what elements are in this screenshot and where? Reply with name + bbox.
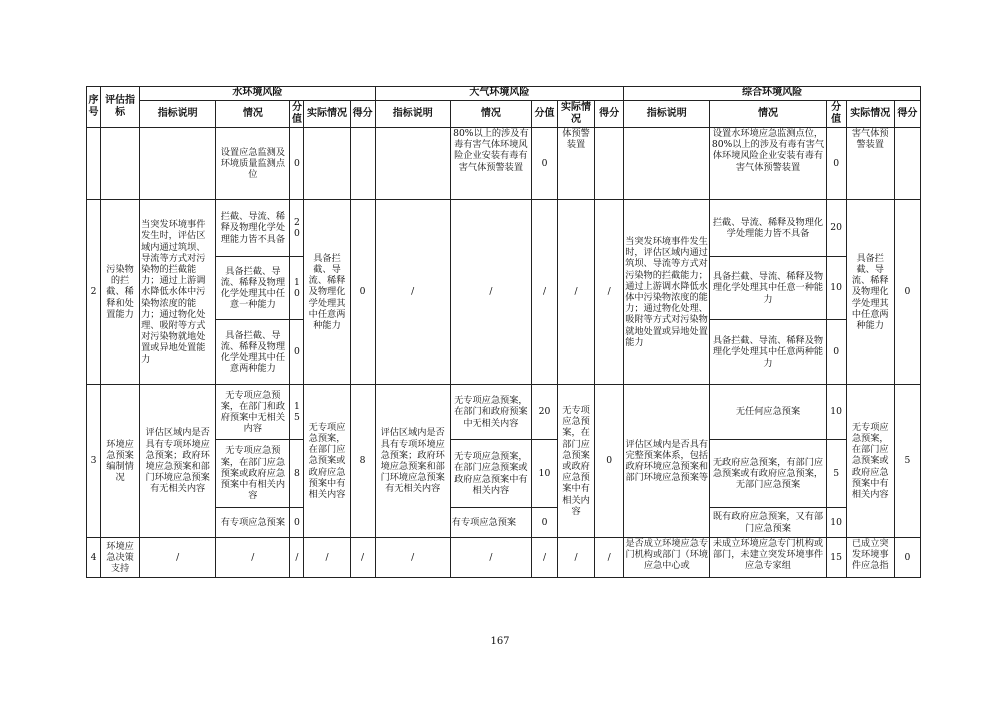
header-combined-score-value: 分值: [826, 101, 846, 128]
header-air-desc: 指标说明: [375, 101, 450, 128]
row4-air-value: /: [531, 538, 557, 578]
row2-air-desc: /: [375, 200, 450, 385]
row3-combined-situation-3: 既有政府应急预案，又有部门应急预案: [710, 508, 826, 538]
row4-water-value: /: [290, 538, 304, 578]
row4-indicator: 环境应急决策支持: [101, 538, 140, 578]
page-number: 167: [490, 636, 510, 647]
row4-water-score: /: [350, 538, 375, 578]
header-water-situation: 情况: [216, 101, 290, 128]
row2-water-value-3: 0: [290, 320, 304, 385]
row3-indicator: 环境应急预案编制情况: [101, 385, 140, 538]
row3-combined-value-2: 5: [826, 440, 846, 508]
row3-water-situation-3: 有专项应急预案: [216, 508, 290, 538]
row2-air-score: /: [595, 200, 624, 385]
header-water-desc: 指标说明: [140, 101, 216, 128]
row2-water-situation-3: 具备拦截、导流、稀释及物理化学处理其中任意两种能力: [216, 320, 290, 385]
row3-air-value-3: 0: [531, 508, 557, 538]
row2-water-score: 0: [350, 200, 375, 385]
row4-combined-actual: 已成立突发环境事件应急指: [846, 538, 894, 578]
row2-combined-value-1: 20: [826, 200, 846, 257]
row2-water-situation-2: 具备拦截、导流、稀释及物理化学处理其中任意一种能力: [216, 257, 290, 320]
row4-water-desc: /: [140, 538, 216, 578]
row3-air-situation-3: 有专项应急预案: [450, 508, 531, 538]
row2-water-value-2: 10: [290, 257, 304, 320]
header-combined-actual: 实际情况: [846, 101, 894, 128]
row4-air-actual: /: [558, 538, 595, 578]
header-air-risk: 大气环境风险: [375, 87, 624, 101]
row2-water-desc: 当突发环境事件发生时，评估区域内通过筑坝、导流等方式对污染物的拦截能力；通过上游调水降低水体中污染物浓度的能力；通过物化处理、吸附等方式对污染物就地处置或异地处置能力: [140, 200, 216, 385]
header-combined-score: 得分: [894, 101, 920, 128]
row2-water-situation-1: 拦截、导流、稀释及物理化学处理能力皆不具备: [216, 200, 290, 257]
header-water-risk: 水环境风险: [140, 87, 376, 101]
row2-air-situation: /: [450, 200, 531, 385]
row4-water-situation: /: [216, 538, 290, 578]
row3-air-actual: 无专项应急预案，在部门应急预案或政府应急预案中有相关内容: [558, 385, 595, 538]
header-row-columns: [87, 101, 921, 128]
row3-water-situation-2: 无专项应急预案，在部门应急预案或政府应急预案中有相关内容: [216, 440, 290, 508]
row2-combined-value-3: 0: [826, 320, 846, 385]
header-indicator: 评估指标: [101, 87, 140, 128]
table-row-2: [87, 200, 921, 257]
header-water-actual: 实际情况: [304, 101, 350, 128]
row3-water-desc: 评估区域内是否具有专项环境应急预案；政府环境应急预案和部门环境应急预案有无相关内容: [140, 385, 216, 538]
row2-combined-score: 0: [894, 200, 920, 385]
row4-combined-desc: 是否成立环境应急专门机构或部门（环境应急中心或: [624, 538, 710, 578]
row3-combined-value-1: 10: [826, 385, 846, 440]
row3-combined-score: 5: [894, 385, 920, 538]
row3-air-situation-2: 无专项应急预案，在部门应急预案或政府应急预案中有相关内容: [450, 440, 531, 508]
row3-air-desc: 评估区域内是否具有专项环境应急预案；政府环境应急预案和部门环境应急预案有无相关内容: [375, 385, 450, 538]
row3-combined-actual: 无专项应急预案，在部门应急预案或政府应急预案中有相关内容: [846, 385, 894, 538]
row2-combined-situation-3: 具备拦截、导流、稀释及物理化学处理其中任意两种能力: [710, 320, 826, 385]
header-combined-risk: 综合环境风险: [624, 87, 921, 101]
row3-air-value-2: 10: [531, 440, 557, 508]
row1-combined-situation: 设置水环境应急监测点位，80%以上的涉及有毒有害气体环境风险企业安装有毒有害气体预警装置: [710, 128, 826, 200]
row1-air-value: 0: [531, 128, 557, 200]
row3-seq: 3: [87, 385, 101, 538]
header-air-score-value: 分值: [531, 101, 557, 128]
row2-water-value-1: 20: [290, 200, 304, 257]
row3-combined-desc: 评估区域内是否具有完整预案体系，包括政府环境应急预案和部门环境应急预案等: [624, 385, 710, 538]
row1-combined-actual: 害气体预警装置: [846, 128, 894, 200]
row2-combined-actual: 具备拦截、导流、稀释及物理化学处理其中任意两种能力: [846, 200, 894, 385]
row2-combined-desc: 当突发环境事件发生时，评估区域内通过筑坝、导流等方式对污染物的拦截能力；通过上游调水降低水体中污染物浓度的能力；通过物化处理、吸附等方式对污染物就地处置或异地处置能力: [624, 200, 710, 385]
row3-air-score: 0: [595, 385, 624, 538]
header-air-score: 得分: [595, 101, 624, 128]
row3-air-situation-1: 无专项应急预案，在部门和政府预案中无相关内容: [450, 385, 531, 440]
row4-combined-value: 15: [826, 538, 846, 578]
row3-combined-situation-1: 无任何应急预案: [710, 385, 826, 440]
row3-combined-situation-2: 无政府应急预案，有部门应急预案或有政府应急预案，无部门应急预案: [710, 440, 826, 508]
row1-water-situation: 设置应急监测及环境质量监测点位: [216, 128, 290, 200]
header-air-actual: 实际情况: [558, 101, 595, 128]
header-air-situation: 情况: [450, 101, 531, 128]
row1-air-situation: 80%以上的涉及有毒有害气体环境风险企业安装有毒有害气体预警装置: [450, 128, 531, 200]
row1-combined-value: 0: [826, 128, 846, 200]
table-row-1: [87, 128, 921, 200]
row3-water-situation-1: 无专项应急预案，在部门和政府预案中无相关内容: [216, 385, 290, 440]
row2-combined-situation-1: 拦截、导流、稀释及物理化学处理能力皆不具备: [710, 200, 826, 257]
header-row-group: [87, 87, 921, 101]
row2-water-actual: 具备拦截、导流、稀释及物理化学处理其中任意两种能力: [304, 200, 350, 385]
row3-water-actual: 无专项应急预案，在部门应急预案或政府应急预案中有相关内容: [304, 385, 350, 538]
row3-water-value-1: 15: [290, 385, 304, 440]
row4-seq: 4: [87, 538, 101, 578]
table-row-4: [87, 538, 921, 578]
row1-air-actual: 体预警装置: [558, 128, 595, 200]
table-row-3: [87, 385, 921, 440]
header-water-score: 得分: [350, 101, 375, 128]
row3-air-value-1: 20: [531, 385, 557, 440]
row2-seq: 2: [87, 200, 101, 385]
row4-air-desc: /: [375, 538, 450, 578]
header-water-score-value: 分值: [290, 101, 304, 128]
row2-indicator: 污染物的拦截、稀释和处置能力: [101, 200, 140, 385]
row3-combined-value-3: 10: [826, 508, 846, 538]
row2-combined-situation-2: 具备拦截、导流、稀释及物理化学处理其中任意一种能力: [710, 257, 826, 320]
header-seq: 序号: [87, 87, 101, 128]
row3-water-value-2: 8: [290, 440, 304, 508]
row4-combined-score: 0: [894, 538, 920, 578]
row3-water-score: 8: [350, 385, 375, 538]
row4-combined-situation: 未成立环境应急专门机构或部门，未建立突发环境事件应急专家组: [710, 538, 826, 578]
row4-air-situation: /: [450, 538, 531, 578]
header-combined-situation: 情况: [710, 101, 826, 128]
row1-water-value: 0: [290, 128, 304, 200]
header-combined-desc: 指标说明: [624, 101, 710, 128]
row4-water-actual: /: [304, 538, 350, 578]
assessment-table: [86, 86, 921, 578]
row4-air-score: /: [595, 538, 624, 578]
row3-water-value-3: 0: [290, 508, 304, 538]
row2-air-actual: /: [558, 200, 595, 385]
row2-air-value: /: [531, 200, 557, 385]
row2-combined-value-2: 10: [826, 257, 846, 320]
